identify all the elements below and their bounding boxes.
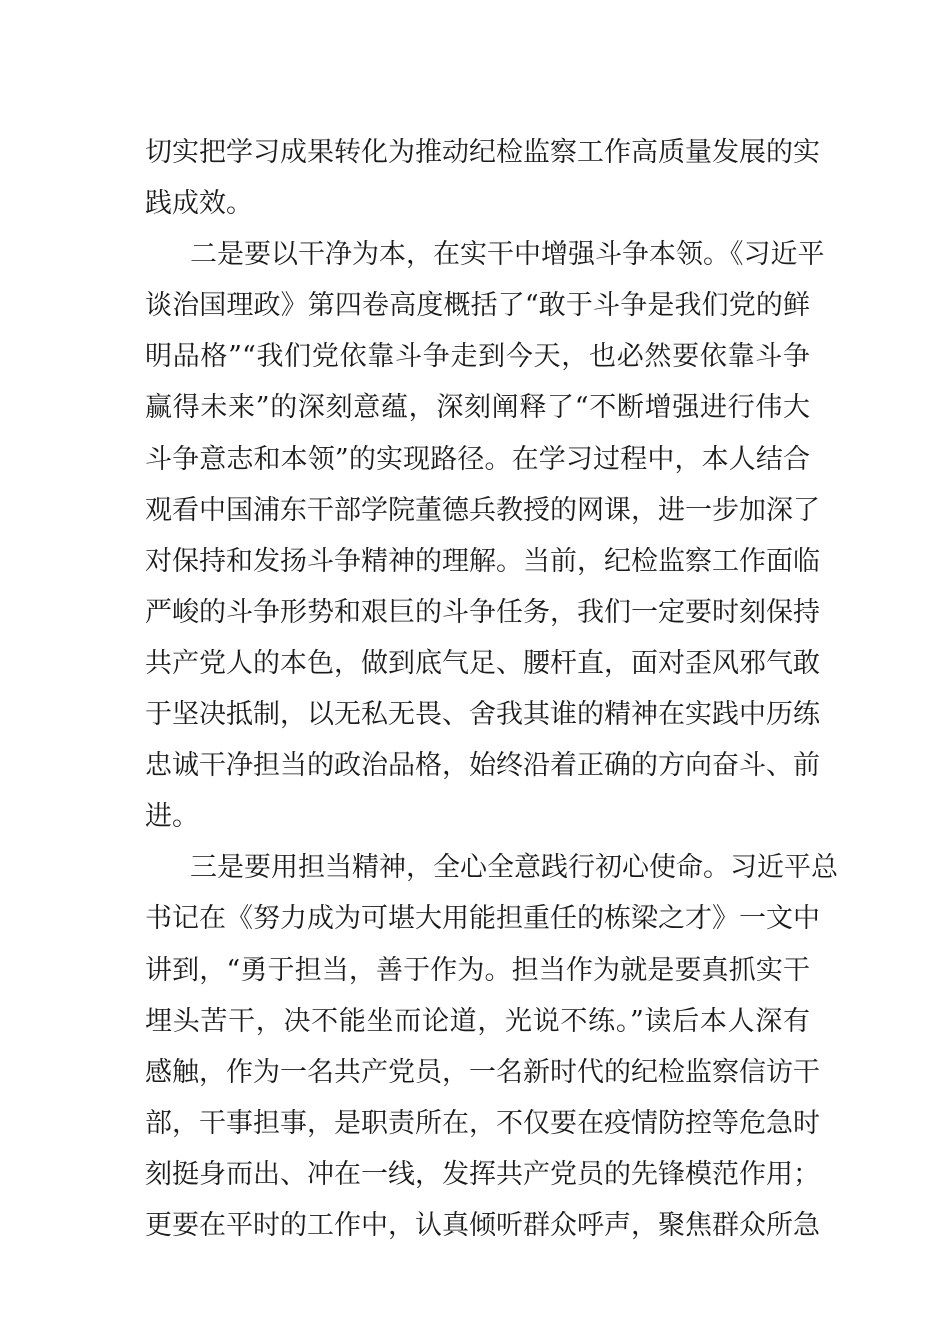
text-line: 践成效。: [145, 188, 253, 220]
text-line: 对保持和发扬斗争精神的理解。当前，纪检监察工作面临: [145, 545, 820, 577]
text-line: 于坚决抵制，以无私无畏、舍我其谁的精神在实践中历练: [145, 699, 820, 731]
paragraph: [145, 229, 825, 842]
text-line: 赢得未来”的深刻意蕴，深刻阐释了“不断增强进行伟大: [145, 392, 810, 424]
paragraph: [145, 842, 838, 1251]
text-line: 书记在《努力成为可堪大用能担重任的栋梁之才》一文中: [145, 903, 820, 935]
text-line: 切实把学习成果转化为推动纪检监察工作高质量发展的实: [145, 137, 820, 168]
text-line: 斗争意志和本领”的实现路径。在学习过程中，本人结合: [145, 443, 810, 475]
text-line: 严峻的斗争形势和艰巨的斗争任务，我们一定要时刻保持: [145, 596, 820, 628]
text-line: 二是要以干净为本，在实干中增强斗争本领。《习近平: [190, 239, 825, 271]
text-line: 埋头苦干，决不能坐而论道，光说不练。”读后本人深有: [145, 1005, 810, 1037]
text-line: 部，干事担事，是职责所在，不仅要在疫情防控等危急时: [145, 1107, 820, 1139]
text-line: 共产党人的本色，做到底气足、腰杆直，面对歪风邪气敢: [145, 647, 820, 679]
text-line: 明品格”“我们党依靠斗争走到今天，也必然要依靠斗争: [145, 341, 810, 373]
text-line: 谈治国理政》第四卷高度概括了“敢于斗争是我们党的鲜: [145, 290, 810, 322]
text-line: 感触，作为一名共产党员，一名新时代的纪检监察信访干: [145, 1056, 820, 1088]
text-line: 三是要用担当精神，全心全意践行初心使命。习近平总: [190, 852, 838, 884]
text-line: 观看中国浦东干部学院董德兵教授的网课，进一步加深了: [145, 494, 820, 526]
text-line: 进。: [145, 801, 199, 833]
text-line: 更要在平时的工作中，认真倾听群众呼声，聚焦群众所急: [145, 1209, 820, 1241]
body-text: [145, 127, 838, 1251]
text-line: 刻挺身而出、冲在一线，发挥共产党员的先锋模范作用；: [145, 1158, 820, 1190]
text-line: 讲到，“勇于担当，善于作为。担当作为就是要真抓实干: [145, 954, 810, 986]
paragraph: [145, 127, 820, 229]
text-line: 忠诚干净担当的政治品格，始终沿着正确的方向奋斗、前: [145, 750, 820, 782]
